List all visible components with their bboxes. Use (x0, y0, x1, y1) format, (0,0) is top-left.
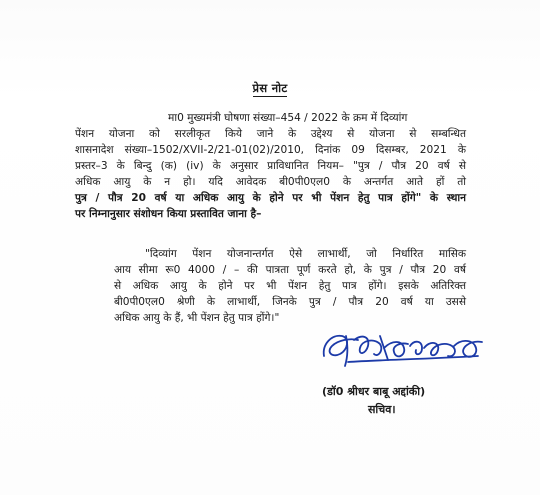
signatory-designation: सचिव। (368, 403, 396, 416)
paragraph1-line-4: प्रस्तर–3 के बिन्दु (क) (iv) के अनुसार प्राविधानित नियम– "पुत्र / पौत्र 20 वर्ष से (75, 160, 466, 172)
document-title (0, 81, 540, 96)
paragraph2-line-3: से अधिक आयु के होने पर भी पेंशन हेतु पात्र होंगे। इसके अतिरिक्त (114, 280, 466, 292)
paragraph1-line-5: अधिक आयु के न हो। यदि आवेदक बी0पी0एल0 के अन्तर्गत आते हों तो (75, 176, 466, 188)
handwritten-signature (318, 326, 490, 370)
paragraph2-line-5: अधिक आयु के हैं, भी पेंशन हेतु पात्र होंगे।" (114, 312, 280, 324)
paragraph1-line-1: मा0 मुख्यमंत्री घोषणा संख्या–454 / 2022 के क्रम में दिव्यांग (168, 112, 408, 124)
paragraph1-line-2: पेंशन योजना को सरलीकृत किये जाने के उद्देश्य से योजना से सम्बन्धित (75, 128, 466, 140)
title-text: प्रेस नोट (252, 81, 288, 95)
paragraph1-line-7: पर निम्नानुसार संशोधन किया प्रस्तावित जाना है– (75, 208, 262, 220)
paragraph1-line-3: शासनादेश संख्या–1502/XVII-2/21-01(02)/2010, दिनांक 09 दिसम्बर, 2021 के (75, 144, 466, 156)
paragraph1-line-6: पुत्र / पौत्र 20 वर्ष या अधिक आयु के होने पर भी पेंशन हेतु पात्र होंगे" के स्थान (75, 192, 466, 204)
paragraph2-line-4: बी0पी0एल0 श्रेणी के लाभार्थी, जिनके पुत्र / पौत्र 20 वर्ष या उससे (114, 296, 466, 308)
paragraph2-line-1: "दिव्यांग पेंशन योजनान्तर्गत ऐसे लाभार्थी, जो निर्धारित मासिक (145, 248, 466, 260)
paragraph2-line-2: आय सीमा रू0 4000 / – की पात्रता पूर्ण करते हो, के पुत्र / पौत्र 20 वर्ष (114, 264, 466, 276)
signatory-name: (डॉ0 श्रीधर बाबू अद्दांकी) (322, 385, 426, 398)
